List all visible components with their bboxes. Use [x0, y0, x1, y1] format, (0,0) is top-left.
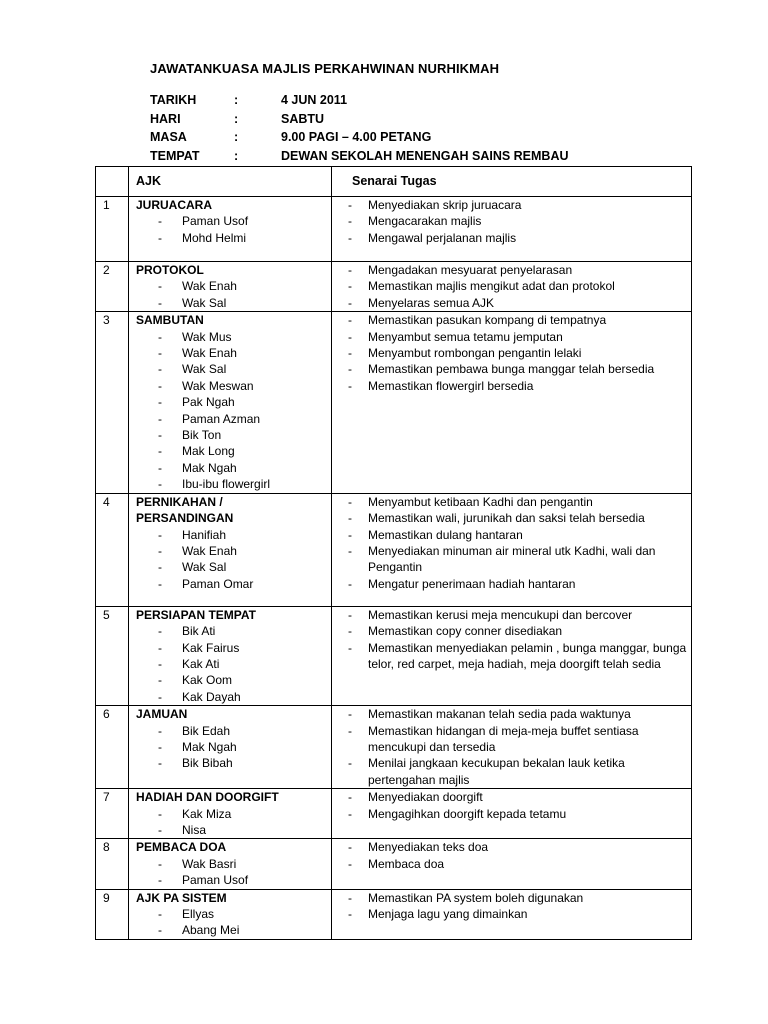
task: - Memastikan kerusi meja mencukupi dan bercover [346, 607, 691, 623]
task: - Menjaga lagu yang dimainkan [346, 906, 691, 922]
task-list [346, 494, 691, 592]
group-name: PROTOKOL [136, 263, 204, 277]
member: - Wak Enah [136, 345, 331, 361]
row-number: 1 [96, 197, 129, 262]
table-row [96, 789, 692, 839]
member: - Mohd Helmi [136, 230, 331, 246]
member: - Mak Ngah [136, 460, 331, 476]
tasks-cell [332, 706, 692, 789]
ajk-cell [129, 197, 332, 262]
member: - Paman Usof [136, 213, 331, 229]
tasks-cell [332, 493, 692, 606]
task-list [346, 706, 691, 788]
ajk-cell [129, 493, 332, 606]
task: - Menilai jangkaan kecukupan bekalan lauk ketika pertengahan majlis [346, 755, 691, 788]
tasks-cell [332, 262, 692, 312]
header-ajk: AJK [129, 167, 332, 197]
row-number: 9 [96, 889, 129, 939]
row-number: 6 [96, 706, 129, 789]
task: - Menyediakan doorgift [346, 789, 691, 805]
task-list [346, 262, 691, 311]
tasks-cell [332, 197, 692, 262]
table-row [96, 493, 692, 606]
member: - Bik Edah [136, 723, 331, 739]
member: - Wak Enah [136, 278, 331, 294]
meta-value: 4 JUN 2011 [281, 93, 348, 107]
member: - Paman Omar [136, 576, 331, 592]
ajk-cell [129, 312, 332, 493]
task-list [346, 789, 691, 822]
meta-label: HARI [150, 112, 181, 126]
member: - Kak Ati [136, 656, 331, 672]
tasks-cell [332, 312, 692, 493]
task: - Memastikan wali, jurunikah dan saksi telah bersedia [346, 510, 691, 526]
member: - Nisa [136, 822, 331, 838]
member-list [136, 806, 331, 839]
tasks-cell [332, 889, 692, 939]
meta-value: 9.00 PAGI – 4.00 PETANG [281, 130, 432, 144]
task: - Menyediakan minuman air mineral utk Kadhi, wali dan Pengantin [346, 543, 691, 576]
task-list [346, 839, 691, 872]
group-name-line2: PERSANDINGAN [136, 511, 234, 526]
ajk-cell [129, 839, 332, 889]
task: - Memastikan dulang hantaran [346, 527, 691, 543]
task: - Memastikan pasukan kompang di tempatnya [346, 312, 691, 328]
meta-separator: : [234, 130, 239, 144]
row-number: 8 [96, 839, 129, 889]
member: - Kak Oom [136, 672, 331, 688]
table-row [96, 706, 692, 789]
member: - Wak Meswan [136, 378, 331, 394]
task: - Memastikan majlis mengikut adat dan protokol [346, 278, 691, 294]
member: - Wak Sal [136, 361, 331, 377]
task-list [346, 197, 691, 246]
member: - Wak Sal [136, 295, 331, 311]
row-number: 5 [96, 606, 129, 705]
member: - Wak Sal [136, 559, 331, 575]
header-senarai-tugas: Senarai Tugas [332, 167, 692, 197]
row-number: 4 [96, 493, 129, 606]
table-row [96, 839, 692, 889]
task: - Menyambut rombongan pengantin lelaki [346, 345, 691, 361]
member: - Kak Dayah [136, 689, 331, 705]
member: - Kak Fairus [136, 640, 331, 656]
committee-table [95, 166, 692, 940]
member: - Kak Miza [136, 806, 331, 822]
task: - Memastikan menyediakan pelamin , bunga manggar, bunga telor, red carpet, meja hadiah, meja doorgift telah sedia [346, 640, 691, 673]
ajk-cell [129, 789, 332, 839]
task: - Menyambut semua tetamu jemputan [346, 329, 691, 345]
task-list [346, 312, 691, 394]
header-number [96, 167, 129, 197]
member: - Bik Ati [136, 623, 331, 639]
member: - Bik Bibah [136, 755, 331, 771]
task: - Memastikan copy conner disediakan [346, 623, 691, 639]
task: - Memastikan makanan telah sedia pada waktunya [346, 706, 691, 722]
task: - Membaca doa [346, 856, 691, 872]
member-list [136, 213, 331, 246]
member: - Abang Mei [136, 922, 331, 938]
task: - Mengawal perjalanan majlis [346, 230, 691, 246]
member-list [136, 856, 331, 889]
member: - Ellyas [136, 906, 331, 922]
meta-label: TEMPAT [150, 149, 200, 163]
task: - Memastikan hidangan di meja-meja buffet sentiasa mencukupi dan tersedia [346, 723, 691, 756]
member: - Hanifiah [136, 527, 331, 543]
document-title: JAWATANKUASA MAJLIS PERKAHWINAN NURHIKMAH [150, 61, 500, 76]
member-list [136, 906, 331, 939]
ajk-cell [129, 606, 332, 705]
member: - Wak Enah [136, 543, 331, 559]
group-name: PERSIAPAN TEMPAT [136, 607, 257, 622]
row-number: 3 [96, 312, 129, 493]
table-row [96, 197, 692, 262]
member: - Ibu-ibu flowergirl [136, 476, 331, 492]
task: - Mengatur penerimaan hadiah hantaran [346, 576, 691, 592]
ajk-cell [129, 889, 332, 939]
member: - Wak Mus [136, 329, 331, 345]
task: - Memastikan PA system boleh digunakan [346, 890, 691, 906]
meta-separator: : [234, 149, 239, 163]
meta-label: MASA [150, 130, 187, 144]
member: - Mak Ngah [136, 739, 331, 755]
member-list [136, 623, 331, 705]
meta-value: SABTU [281, 112, 325, 126]
group-name: PERNIKAHAN / [136, 494, 223, 509]
task-list [346, 607, 691, 673]
task: - Menyelaras semua AJK [346, 295, 691, 311]
tasks-cell [332, 839, 692, 889]
task-list [346, 890, 691, 923]
task: - Mengadakan mesyuarat penyelarasan [346, 262, 691, 278]
table-row [96, 262, 692, 312]
member: - Paman Usof [136, 872, 331, 888]
table-header-row [96, 167, 692, 197]
member-list [136, 723, 331, 772]
group-name: AJK PA SISTEM [136, 890, 227, 905]
meta-label: TARIKH [150, 93, 197, 107]
task: - Mengagihkan doorgift kepada tetamu [346, 806, 691, 822]
group-name: PEMBACA DOA [136, 840, 227, 855]
member: - Mak Long [136, 443, 331, 459]
ajk-cell [129, 706, 332, 789]
meta-separator: : [234, 93, 239, 107]
task: - Mengacarakan majlis [346, 213, 691, 229]
task: - Memastikan pembawa bunga manggar telah bersedia [346, 361, 691, 377]
task: - Memastikan flowergirl bersedia [346, 378, 691, 394]
meta-value: DEWAN SEKOLAH MENENGAH SAINS REMBAU [281, 149, 569, 163]
group-name: HADIAH DAN DOORGIFT [136, 790, 279, 805]
task: - Menyambut ketibaan Kadhi dan pengantin [346, 494, 691, 510]
member-list [136, 329, 331, 493]
table-row [96, 889, 692, 939]
task: - Menyediakan skrip juruacara [346, 197, 691, 213]
member: - Bik Ton [136, 427, 331, 443]
table-row [96, 312, 692, 493]
member: - Pak Ngah [136, 394, 331, 410]
meta-separator: : [234, 112, 239, 126]
task: - Menyediakan teks doa [346, 839, 691, 855]
group-name: SAMBUTAN [136, 313, 204, 328]
table-row [96, 606, 692, 705]
row-number: 7 [96, 789, 129, 839]
ajk-cell [129, 262, 332, 312]
member: - Paman Azman [136, 411, 331, 427]
group-name: JAMUAN [136, 707, 188, 722]
group-name: JURUACARA [136, 198, 213, 212]
member-list [136, 527, 331, 593]
row-number: 2 [96, 262, 129, 312]
member: - Wak Basri [136, 856, 331, 872]
tasks-cell [332, 606, 692, 705]
tasks-cell [332, 789, 692, 839]
member-list [136, 278, 331, 311]
